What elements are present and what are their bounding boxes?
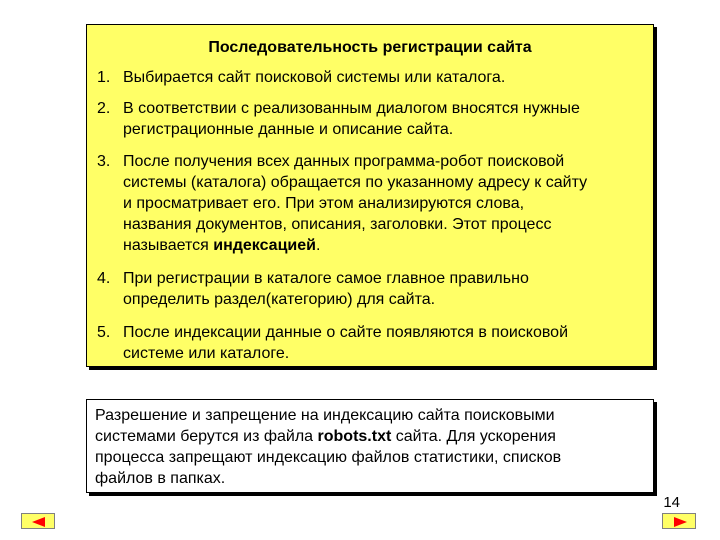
indexing-term: индексацией bbox=[213, 237, 316, 254]
step-line: определить раздел(категорию) для сайта. bbox=[123, 291, 436, 308]
previous-slide-button[interactable] bbox=[21, 513, 55, 529]
triangle-left-icon bbox=[22, 514, 56, 530]
step-number: 4. bbox=[97, 270, 111, 287]
step-line: В соответствии с реализованным диалогом вносятся нужные bbox=[123, 100, 580, 117]
step-text: называется bbox=[123, 237, 214, 254]
step-number: 5. bbox=[97, 324, 111, 341]
step-line: После индексации данные о сайте появляются в поисковой bbox=[123, 324, 569, 341]
page-number: 14 bbox=[663, 494, 680, 511]
next-slide-button[interactable] bbox=[662, 513, 696, 529]
note-text: сайта. Для ускорения bbox=[391, 428, 556, 445]
step-line: системе или каталоге. bbox=[123, 345, 290, 362]
robots-filename: robots.txt bbox=[317, 428, 392, 445]
steps-panel bbox=[86, 24, 654, 367]
step-line: регистрационные данные и описание сайта. bbox=[123, 121, 454, 138]
note-line: файлов в папках. bbox=[95, 470, 226, 487]
step-line: названия документов, описания, заголовки. Этот процесс bbox=[123, 216, 552, 233]
step-number: 2. bbox=[97, 100, 111, 117]
note-text: системами берутся из файла bbox=[95, 428, 318, 445]
triangle-right-icon bbox=[663, 514, 697, 530]
step-number: 1. bbox=[97, 69, 111, 86]
step-line: После получения всех данных программа-робот поисковой bbox=[123, 153, 565, 170]
step-item-1 bbox=[97, 67, 645, 88]
step-line: системы (каталога) обращается по указанному адресу к сайту bbox=[123, 174, 588, 191]
step-line: Выбирается сайт поисковой системы или каталога. bbox=[123, 69, 506, 86]
note-line: процесса запрещают индексацию файлов статистики, списков bbox=[95, 449, 562, 466]
step-item-5 bbox=[97, 322, 645, 364]
step-item-4 bbox=[97, 268, 645, 310]
slide-title: Последовательность регистрации сайта bbox=[208, 39, 532, 56]
robots-note-panel bbox=[86, 399, 654, 493]
step-item-3 bbox=[97, 151, 645, 256]
step-line: и просматривает его. При этом анализируются слова, bbox=[123, 195, 525, 212]
step-text: . bbox=[315, 237, 321, 254]
step-item-2 bbox=[97, 98, 645, 140]
note-line: Разрешение и запрещение на индексацию сайта поисковыми bbox=[95, 407, 555, 424]
step-line: При регистрации в каталоге самое главное правильно bbox=[123, 270, 529, 287]
step-line-last bbox=[97, 235, 645, 256]
step-number: 3. bbox=[97, 153, 111, 170]
note-line bbox=[95, 426, 645, 447]
